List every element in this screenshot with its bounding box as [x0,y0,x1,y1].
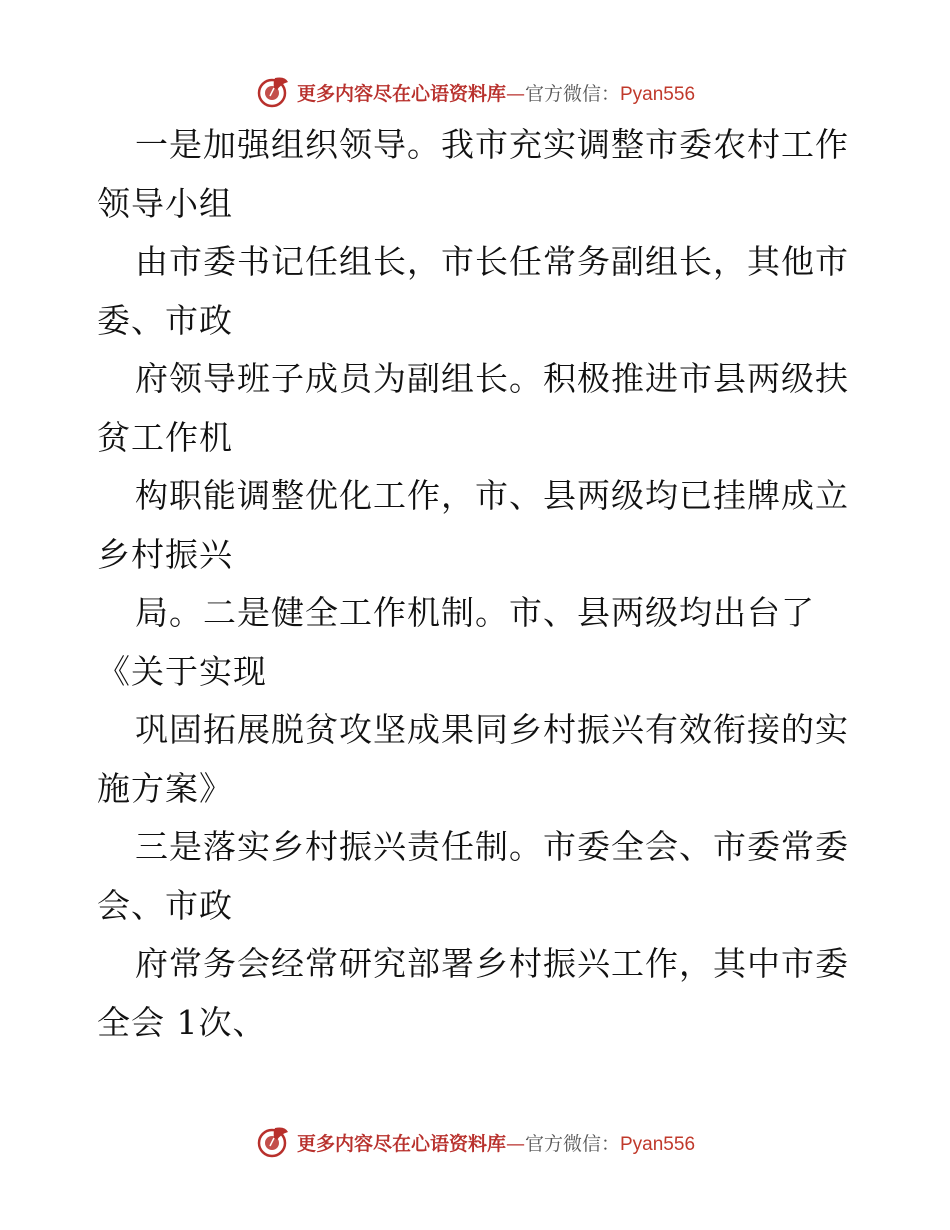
header-text [297,79,695,106]
text-line: 构职能调整优化工作，市、县两级均已挂牌成立 [135,476,849,515]
quill-circle-logo-icon [255,1124,291,1160]
text-line: 全会 1次、 [97,1002,267,1042]
text-line: 一是加强组织领导。我市充实调整市委农村工作 [135,125,849,164]
footer-contact-label: 官方微信： [524,1132,620,1155]
text-line: 会、市政 [97,885,233,925]
footer-text [297,1129,695,1156]
text-line: 局。二是健全工作机制。市、县两级均出台了 [135,593,815,632]
header-wechat-id: Pyan556 [620,83,696,105]
header-banner [0,72,950,112]
text-line: 施方案》 [97,768,233,808]
footer-wechat-id: Pyan556 [620,1133,696,1155]
text-line: 三是落实乡村振兴责任制。市委全会、市委常委 [135,827,849,866]
text-line: 委、市政 [97,300,233,340]
text-line: 府领导班子成员为副组长。积极推进市县两级扶 [135,359,849,398]
document-body [97,116,857,1052]
footer-banner [0,1122,950,1162]
text-line: 府常务会经常研究部署乡村振兴工作，其中市委 [135,944,849,983]
header-main-text: 更多内容尽在心语资料库 [296,82,506,105]
footer-separator: — [505,1132,525,1155]
text-line: 巩固拓展脱贫攻坚成果同乡村振兴有效衔接的实 [135,710,849,749]
text-line: 乡村振兴 [97,534,233,574]
footer-main-text: 更多内容尽在心语资料库 [296,1132,506,1155]
text-line: 《关于实现 [97,651,267,691]
text-line: 由市委书记任组长，市长任常务副组长，其他市 [135,242,849,281]
quill-circle-logo-icon [255,74,291,110]
header-separator: — [505,82,525,105]
text-line: 贫工作机 [97,417,233,457]
header-contact-label: 官方微信： [524,82,620,105]
text-line: 领导小组 [97,183,233,223]
